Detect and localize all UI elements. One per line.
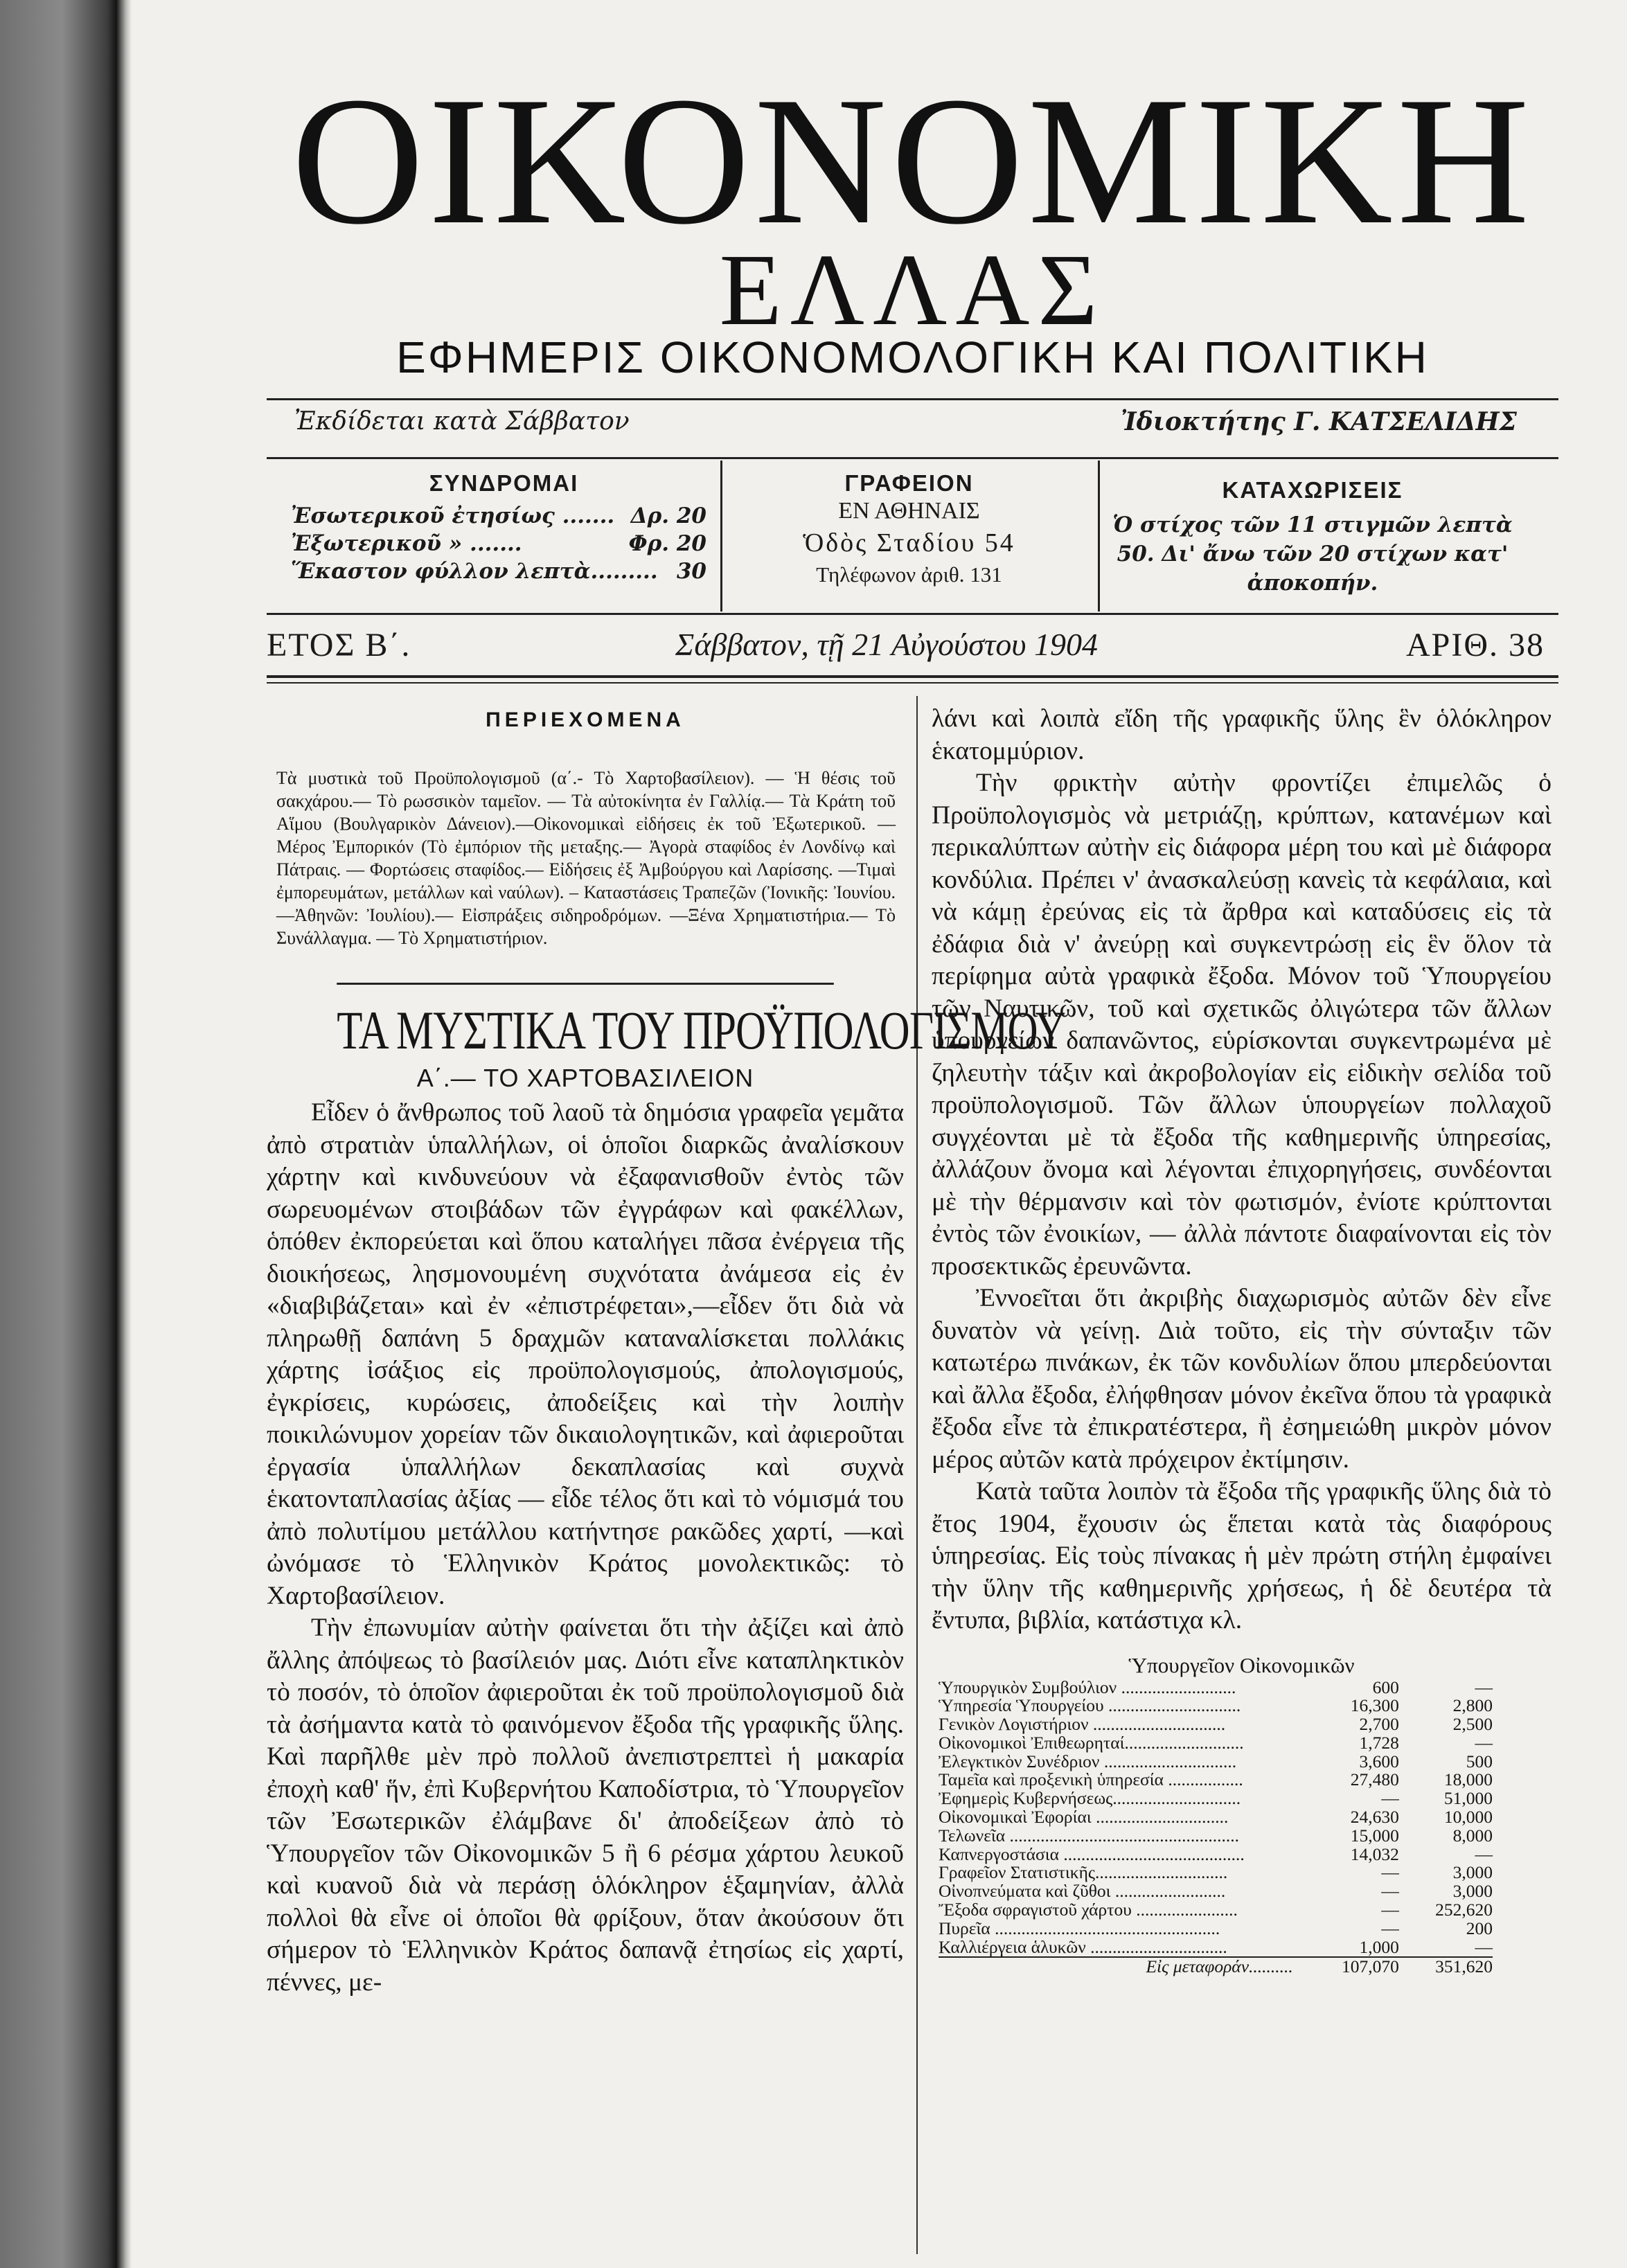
article-subhead: Α΄.— ΤΟ ΧΑΡΤΟΒΑΣΙΛΕΙΟΝ — [416, 1064, 754, 1092]
issue-number: ΑΡΙΘ. 38 — [1405, 627, 1545, 663]
expense-item-name: Ἐλεγκτικὸν Συνέδριον .............................. — [939, 1751, 1237, 1771]
table-row — [939, 1697, 1493, 1715]
total-label: Εἰς μεταφοράν.......... — [939, 1957, 1306, 1976]
article-continuation: λάνι καὶ λοιπὰ εἴδη τῆς γραφικῆς ὕλης ἓν ὁλόκληρον ἑκατομμύριον. — [932, 704, 1552, 765]
office-street: Ὁδὸς Σταδίου 54 — [803, 528, 1015, 557]
expense-printed-value: 2,800 — [1452, 1695, 1493, 1716]
expense-daily-value: — — [1381, 1881, 1399, 1902]
ads-box — [1098, 461, 1527, 611]
expense-daily-value: 600 — [1372, 1677, 1399, 1697]
expense-printed-value: — — [1475, 1843, 1493, 1864]
dateline-rule — [267, 675, 1558, 678]
masthead-title: ΟΙΚΟΝΟΜΙΚΗ — [291, 60, 1534, 262]
expense-printed-value: 8,000 — [1452, 1825, 1493, 1846]
expense-item-name: Τελωνεῖα .................................................... — [939, 1825, 1240, 1846]
expense-printed-value: — — [1475, 1936, 1493, 1957]
expense-item-name: Ὑπηρεσία Ὑπουργείου .............................. — [939, 1695, 1241, 1716]
expense-printed-value: 51,000 — [1443, 1788, 1493, 1809]
subscriptions-title: ΣΥΝΔΡΟΜΑΙ — [429, 470, 579, 496]
ads-title: ΚΑΤΑΧΩΡΙΣΕΙΣ — [1222, 477, 1403, 503]
expense-item-name: Ταμεῖα καὶ προξενικὴ ὑπηρεσία ................. — [939, 1769, 1243, 1790]
expense-daily-value: 3,600 — [1359, 1751, 1399, 1771]
table-row — [939, 1920, 1493, 1938]
left-column — [267, 703, 1065, 1999]
expense-daily-value: 1,728 — [1359, 1732, 1399, 1753]
infobox-bottom-rule — [267, 613, 1558, 615]
header-rule — [267, 398, 1558, 400]
expense-printed-value: — — [1475, 1677, 1493, 1697]
expense-daily-value: 15,000 — [1350, 1825, 1399, 1846]
office-phone: Τηλέφωνον ἀριθ. 131 — [816, 562, 1002, 587]
article-paragraph: Τὴν ἐπωνυμίαν αὐτὴν φαίνεται ὅτι τὴν ἀξίζει καὶ ἀπὸ ἄλλης ἀπόψεως τὸ βασίλειόν μας. Διότι εἶνε καταπληκτικὸν τὸ ποσόν, τὸ ὁποῖον ἀφιεροῦται ἐκ τοῦ προϋπολογισμοῦ διὰ τὰ ἀσήμαντα κατὰ τὸ φαινόμενον ἔξοδα τῆς γραφικῆς ὕλης. Καὶ παρῆλθε μὲν πρὸ πολλοῦ ἀνεπιστρεπτεὶ ἡ μακαρία ἐποχὴ καθ' ἥν, ἐπὶ Κυβερνήτου Καποδίστρια, τὸ Ὑπουργεῖον τῶν Ἐσωτερικῶν ἐλάμβανε δι' ἀποδείξεων ἀπὸ τὸ Ὑπουργεῖον τῶν Οἰκονομικῶν 5 ἢ 6 ρέσμα χάρτου λευκοῦ καὶ κυανοῦ διὰ νὰ περάσῃ ὁλόκληρον ἑξαμηνίαν, ἀλλὰ πολλοὶ θὰ εἶνε οἱ ὁποῖοι θὰ φρίξουν, ὅταν ἀκούσουν ὅτι σήμερον τὸ Ἑλληνικὸν Κράτος δαπανᾷ ἐτησίως εἰς χαρτί, πέννες, με- — [267, 1614, 904, 1997]
expense-item-name: Ἔξοδα σφραγιστοῦ χάρτου ....................... — [939, 1900, 1238, 1920]
book-binding-edge — [0, 0, 132, 2268]
total-daily-value: 107,070 — [1306, 1957, 1399, 1976]
expense-printed-value: 200 — [1466, 1918, 1493, 1938]
table-row — [939, 1808, 1493, 1827]
expense-daily-value: 16,300 — [1350, 1695, 1399, 1716]
expense-daily-value: 1,000 — [1359, 1936, 1399, 1957]
expense-daily-value: 14,032 — [1350, 1843, 1399, 1864]
expense-daily-value: — — [1381, 1862, 1399, 1883]
subscription-row: Ἐσωτερικοῦ ἐτησίως ....... Δρ. 20 — [291, 503, 706, 528]
subscription-row: Ἕκαστον φύλλον λεπτὰ......... 30 — [291, 559, 706, 584]
article-headline: ΤΑ ΜΥΣΤΙΚΑ ΤΟΥ ΠΡΟΫΠΟΛΟΓΙΣΜΟΥ — [337, 983, 834, 1060]
masthead-tagline: ΕΦΗΜΕΡΙΣ ΟΙΚΟΝΟΜΟΛΟΓΙΚΗ ΚΑΙ ΠΟΛΙΤΙΚΗ — [396, 332, 1429, 382]
table-row — [939, 1846, 1493, 1864]
infobox-top-rule — [267, 457, 1558, 459]
total-printed-value: 351,620 — [1399, 1957, 1493, 1976]
publication-schedule: Ἐκδίδεται κατὰ Σάββατον — [294, 407, 630, 436]
article-paragraph: Κατὰ ταῦτα λοιπὸν τὰ ἔξοδα τῆς γραφικῆς ὕλης διὰ τὸ ἔτος 1904, ἔχουσιν ὡς ἕπεται κατὰ τὰς διαφόρους ὑπηρεσίας. Εἰς τοὺς πίνακας ἡ μὲν πρώτη στήλη ἐμφαίνει τὴν ὕλην τῆς καθημερινῆς χρήσεως, ἡ δὲ δευτέρα τὰ ἔντυπα, βιβλία, κατάστιχα κλ. — [932, 1477, 1552, 1634]
expense-table — [939, 1679, 1493, 1977]
expense-printed-value: 252,620 — [1435, 1900, 1493, 1920]
expense-daily-value: 27,480 — [1350, 1769, 1399, 1790]
expense-printed-value: 18,000 — [1443, 1769, 1493, 1790]
table-row — [939, 1882, 1493, 1901]
table-row — [939, 1753, 1493, 1771]
dateline — [267, 622, 1558, 670]
expense-item-name: Οἰνοπνεύματα καὶ ζῦθοι ......................... — [939, 1881, 1226, 1902]
table-row — [939, 1864, 1493, 1882]
expense-daily-value: — — [1381, 1900, 1399, 1920]
owner-line: Ἰδιοκτήτης Γ. ΚΑΤΣΕΛΙΔΗΣ — [1120, 407, 1517, 436]
office-title: ΓΡΑΦΕΙΟΝ — [844, 470, 974, 496]
expense-daily-value: 2,700 — [1359, 1714, 1399, 1735]
expense-printed-value: 10,000 — [1443, 1807, 1493, 1828]
expense-printed-value: 3,000 — [1452, 1862, 1493, 1883]
table-row — [939, 1715, 1493, 1734]
column-divider — [916, 696, 918, 2254]
expense-daily-value: — — [1381, 1918, 1399, 1938]
table-row — [939, 1827, 1493, 1846]
dateline-rule-thin — [267, 682, 1558, 684]
article-body-left — [267, 1097, 904, 1999]
expense-item-name: Ὑπουργικὸν Συμβούλιον .......................... — [939, 1677, 1236, 1697]
expense-item-name: Καλλιέργεια ἁλυκῶν ............................... — [939, 1936, 1227, 1957]
expense-item-name: Οἰκονομικαὶ Ἐφορίαι .............................. — [939, 1807, 1229, 1828]
expense-printed-value: 3,000 — [1452, 1881, 1493, 1902]
expense-daily-value: 24,630 — [1350, 1807, 1399, 1828]
right-column — [932, 703, 1552, 1976]
table-row — [939, 1734, 1493, 1753]
expense-item-name: Καπνεργοστάσια ......................................... — [939, 1843, 1245, 1864]
contents-title: ΠΕΡΙΕΧΟΜΕΝΑ — [486, 708, 685, 731]
issue-date: Σάββατον, τῇ 21 Αὐγούστου 1904 — [675, 627, 1098, 662]
ads-rates: Ὁ στίχος τῶν 11 στιγμῶν λεπτὰ 50. Δι' ἄνω τῶν 20 στίχων κατ' ἀποκοπήν. — [1112, 512, 1513, 596]
masthead-subtitle: ΕΛΛΑΣ — [719, 233, 1106, 347]
contents-list: Τὰ μυστικὰ τοῦ Προϋπολογισμοῦ (α΄.- Τὸ Χαρτοβασίλειον). — Ἡ θέσις τοῦ σακχάρου.— Τὸ ρωσσικὸν ταμεῖον. — Τὰ αὐτοκίνητα ἐν Γαλλίᾳ.— Τὰ Κράτη τοῦ Αἵμου (Βουλγαρικὸν Δάνειον).—Οἰκονομικαὶ εἰδήσεις ἐκ τοῦ Ἐξωτερικοῦ. — Μέρος Ἐμπορικόν (Τὸ ἐμπόριον τῆς μεταξης.— Ἀγορὰ σταφίδος ἐν Λονδίνῳ καὶ Πάτραις. — Φορτώσεις σταφίδος.— Εἰδήσεις ἐξ Ἀμβούργου καὶ Λαρίσσης. —Τιμαὶ ἐμπορευμάτων, μετάλλων καὶ ναύλων). – Καταστάσεις Τραπεζῶν (Ἰονικῆς: Ἰουνίου.—Ἀθηνῶν: Ἰουλίου).— Εἰσπράξεις σιδηροδρόμων. —Ξένα Χρηματιστήρια.— Τὸ Συνάλλαγμα. — Τὸ Χρηματιστήριον. — [276, 768, 896, 948]
expense-printed-value: 2,500 — [1452, 1714, 1493, 1735]
office-city: ΕΝ ΑΘΗΝΑΙΣ — [838, 498, 980, 524]
table-row — [939, 1901, 1493, 1920]
table-row — [939, 1938, 1493, 1958]
table-row — [939, 1771, 1493, 1789]
volume-year: ΕΤΟΣ Β΄. — [267, 627, 411, 663]
table-row — [939, 1789, 1493, 1808]
table-total-row — [939, 1957, 1493, 1976]
article-paragraph: Τὴν φρικτὴν αὐτὴν φροντίζει ἐπιμελῶς ὁ Προϋπολογισμὸς νὰ μετριάζῃ, κρύπτων, κατανέμων καὶ περικαλύπτων αὐτὴν εἰς διάφορα μέρη του καὶ μὲ διάφορα κονδύλια. Πρέπει ν' ἀνασκαλεύσῃ κανεὶς τὰ κεφάλαια, καὶ νὰ κάμῃ ἐρεύνας εἰς τὰ ἄρθρα καὶ καταδύσεις εἰς τὰ ἐδάφια διὰ ν' ἀνεύρῃ καὶ συγκεντρώσῃ εἰς ἓν ὅλον τὰ περίφημα αὐτὰ γραφικὰ ἔξοδα. Μόνον τοῦ Ὑπουργείου τῶν Ναυτικῶν, τοῦ καὶ σχετικῶς ὀλιγώτερα τῶν ἄλλων ὑπουργείων δαπανῶντος, εὑρίσκονται συγκεντρωμένα μὲ ζηλευτὴν τάξιν καὶ ἀκροβολογίαν εἰς εἰδικὴν σελίδα τοῦ προϋπολογισμοῦ. Τῶν ἄλλων ὑπουργείων πολλαχοῦ συγχέονται μὲ τὰ ἔξοδα τῆς καθημερινῆς ὑπηρεσίας, ἀλλάζουν ὄνομα καὶ λέγονται ἐπιχορηγήσεις, συνδέονται μὲ τὴν θέρμανσιν καὶ τὸν φωτισμόν, ἐνίοτε κρύπτονται ἐντὸς τῶν ἐνοικίων, — ἀλλὰ πάντοτε διαφαίνονται εἰς τὸν προσεκτικῶς ἐρευνῶντα. — [932, 769, 1552, 1280]
expense-item-name: Γενικὸν Λογιστήριον .............................. — [939, 1714, 1226, 1735]
expense-item-name: Γραφεῖον Στατιστικῆς.............................. — [939, 1862, 1228, 1883]
newspaper-page — [267, 0, 1558, 2268]
article-paragraph: Εἶδεν ὁ ἄνθρωπος τοῦ λαοῦ τὰ δημόσια γραφεῖα γεμᾶτα ἀπὸ στρατιὰν ὑπαλλήλων, οἱ ὁποῖοι διαρκῶς ἀναλίσκουν χάρτην καὶ κινδυνεύουν νὰ ἐξαφανισθοῦν ἐντὸς τῶν σωρευομένων στοιβάδων τῶν ἐγγράφων καὶ φακέλλων, ὁπόθεν ἐκπορεύεται καὶ ὅπου καταλήγει πᾶσα ἐνέργεια τῆς διοικήσεως, λησμονουμένη συχνότατα ἀνάμεσα εἰς ἐν «διαβιβάζεται» καὶ ἐν «ἐπιστρέφεται»,—εἶδεν ὅτι διὰ νὰ πληρωθῇ δαπάνη 5 δραχμῶν καταναλίσκεται πολλάκις χάρτης ἰσάξιος εἰς προϋπολογισμούς, ἀπολογισμούς, ἐγκρίσεις, κυρώσεις, ἀποδείξεις καὶ τὴν λοιπὴν ποικιλώνυμον χορείαν τῶν δικαιολογητικῶν, καὶ ἀφιεροῦται ἐργασία ὑπαλλήλων δεκαπλασίας καὶ συχνὰ ἑκατονταπλασίας ἀξίας — εἶδε τέλος ὅτι καὶ τὸ νόμισμά του ἀπὸ πολυτίμου μετάλλου κατήντησε ρακῶδες χαρτί, —καὶ ὠνόμασε τὸ Ἑλληνικὸν Κράτος μονολεκτικῶς: τὸ Χαρτοβασίλειον. — [267, 1098, 904, 1610]
subscriptions-box — [287, 461, 722, 611]
article-paragraph: Ἐννοεῖται ὅτι ἀκριβὴς διαχωρισμὸς αὐτῶν δὲν εἶνε δυνατὸν νὰ γείνῃ. Διὰ τοῦτο, εἰς τὴν σύνταξιν τῶν κατωτέρω πινάκων, ἐκ τῶν κονδυλίων ὅπου μπερδεύονται καὶ ἄλλα ἔξοδα, ἐλήφθησαν μόνον ἐκεῖνα ὅπου τὰ γραφικὰ ἔξοδα εἶνε τὰ ἐπικρατέστερα, ἢ ἐσημειώθη μικρὸν μόνον μέρος αὐτῶν κατὰ πρόχειρον ἐκτίμησιν. — [932, 1284, 1552, 1474]
article-body-right — [932, 703, 1552, 1637]
expense-printed-value: — — [1475, 1732, 1493, 1753]
table-row — [939, 1679, 1493, 1697]
expense-daily-value: — — [1381, 1788, 1399, 1809]
expense-table-title: Ὑπουργεῖον Οἰκονομικῶν — [1128, 1652, 1355, 1677]
expense-printed-value: 500 — [1466, 1751, 1493, 1771]
subscription-row: Ἐξωτερικοῦ » ....... Φρ. 20 — [291, 531, 706, 556]
office-box — [720, 461, 1100, 611]
expense-item-name: Ἐφημερὶς Κυβερνήσεως............................. — [939, 1788, 1241, 1809]
expense-item-name: Οἰκονομικοὶ Ἐπιθεωρηταί........................... — [939, 1732, 1244, 1753]
expense-item-name: Πυρεῖα ................................................... — [939, 1918, 1220, 1938]
